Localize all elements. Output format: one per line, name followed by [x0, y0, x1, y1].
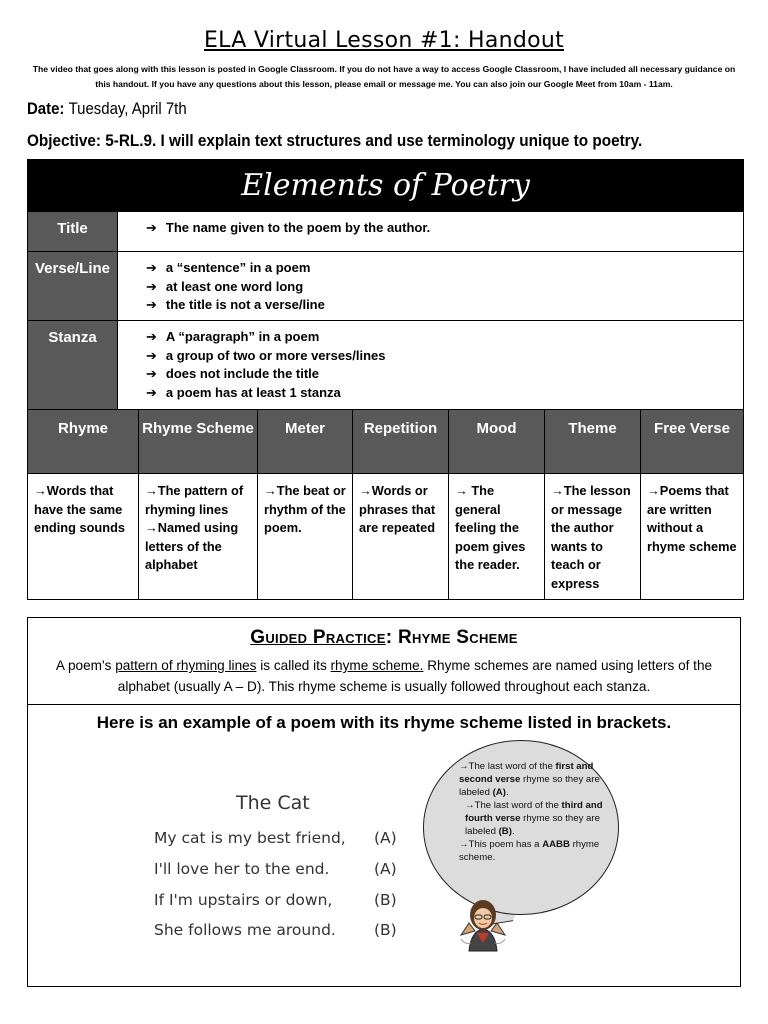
practice-heading-main: Guided Practice: [250, 627, 386, 648]
rhyme-label: (A): [374, 860, 397, 878]
bubble-bold: (B): [498, 826, 512, 837]
desc-underlined: rhyme scheme.: [330, 658, 424, 673]
grid-definition: →The beat or rhythm of the poem.: [258, 474, 353, 599]
term-label: Verse/Line: [28, 252, 118, 321]
practice-heading-rest: : Rhyme Scheme: [385, 627, 518, 648]
bubble-note: [459, 838, 609, 864]
example-intro: Here is an example of a poem with its rhyme scheme listed in brackets.: [96, 713, 672, 732]
grid-definition: →The pattern of rhyming lines →Named using letters of the alphabet: [139, 474, 258, 599]
bubble-text: .: [511, 826, 515, 837]
objective-label: Objective:: [27, 131, 101, 150]
bubble-bold: (A): [492, 787, 506, 798]
page-title: ELA Virtual Lesson #1: Handout: [203, 28, 565, 53]
term-definitions: [146, 259, 325, 315]
poem-line: [154, 829, 397, 847]
bubble-bold: first and second verse: [459, 761, 594, 785]
intro-text: The video that goes along with this lesson is posted in Google Classroom. If you do not have a way to access Google Classroom, I have included all necessary guidance on this handout. If you have any questions about this lesson, please email or message me. You can also join our Google Meet from 10am - 11am.: [32, 64, 736, 89]
desc-underlined: pattern of rhyming lines: [115, 658, 257, 673]
poem-line-text: If I'm upstairs or down,: [154, 891, 333, 909]
definition-item: ➔ a poem has at least 1 stanza: [146, 384, 386, 403]
grid-header: Meter: [258, 409, 353, 474]
term-label: Stanza: [28, 321, 118, 410]
bubble-bold: AABB: [542, 839, 570, 850]
date-value: Tuesday, April 7th: [68, 99, 187, 118]
objective-line: [27, 131, 642, 151]
poem-line: [154, 891, 397, 909]
grid-definition: → The general feeling the poem gives the reader.: [449, 474, 545, 599]
desc-text: A poem's: [55, 658, 116, 673]
speech-bubble-text: [459, 760, 609, 864]
bubble-text: →The last word of the: [459, 761, 556, 772]
elements-of-poetry-table: [27, 159, 744, 600]
bubble-text: rhyme scheme.: [459, 839, 600, 863]
elements-table-title: Elements of Poetry: [28, 160, 743, 211]
teacher-avatar-icon: [455, 893, 511, 953]
definition-item: ➔ A “paragraph” in a poem: [146, 328, 386, 347]
practice-heading: [28, 627, 740, 649]
definition-item: ➔ the title is not a verse/line: [146, 296, 325, 315]
bubble-bold: third and fourth verse: [465, 800, 603, 824]
grid-header: Rhyme Scheme: [139, 409, 258, 474]
definition-item: ➔ a group of two or more verses/lines: [146, 347, 386, 366]
term-label: Title: [28, 212, 118, 252]
bubble-text: →This poem has a: [459, 839, 543, 850]
practice-intro-section: [28, 618, 740, 705]
grid-definition: →The lesson or message the author wants to teach or express: [545, 474, 641, 599]
grid-header: Free Verse: [641, 409, 743, 474]
bubble-text: rhyme so they are labeled: [459, 774, 600, 798]
definition-item: ➔ at least one word long: [146, 278, 325, 297]
poem-line-text: She follows me around.: [154, 921, 336, 939]
definition-item: ➔ does not include the title: [146, 365, 386, 384]
poem-line: [154, 921, 397, 939]
grid-definition: →Words that have the same ending sounds: [28, 474, 139, 599]
poem-line-text: I'll love her to the end.: [154, 860, 330, 878]
term-row-stanza: [28, 320, 743, 410]
bubble-text: →The last word of the: [465, 800, 562, 811]
grid-header: Theme: [545, 409, 641, 474]
date-line: [27, 99, 187, 119]
poem-line: [154, 860, 397, 878]
poem-line-text: My cat is my best friend,: [154, 829, 346, 847]
rhyme-label: (A): [374, 829, 397, 847]
rhyme-label: (B): [374, 921, 397, 939]
desc-text: Rhyme schemes are named using letters of the alphabet (usually A – D). This rhyme scheme is usually followed throughout each stanza.: [117, 658, 713, 694]
term-row-title: [28, 211, 743, 252]
objective-value: 5-RL.9. I will explain text structures and use terminology unique to poetry.: [105, 131, 643, 150]
bubble-text: rhyme so they are labeled: [465, 813, 600, 837]
grid-definition: →Words or phrases that are repeated: [353, 474, 449, 599]
bubble-text: .: [505, 787, 509, 798]
date-label: Date:: [27, 99, 65, 118]
grid-header: Rhyme: [28, 409, 139, 474]
grid-header: Repetition: [353, 409, 449, 474]
grid-definition: →Poems that are written without a rhyme scheme: [647, 483, 737, 554]
bubble-note: [459, 760, 609, 799]
guided-practice-box: [27, 617, 741, 987]
term-definitions: [146, 328, 386, 402]
bubble-note: [459, 799, 609, 838]
desc-text: is called its: [256, 658, 331, 673]
poetry-terms-grid: [28, 409, 743, 599]
grid-header: Mood: [449, 409, 545, 474]
definition-item: ➔ a “sentence” in a poem: [146, 259, 325, 278]
poem-title: The Cat: [236, 792, 310, 814]
definition-item: ➔ The name given to the poem by the author.: [146, 219, 430, 238]
rhyme-label: (B): [374, 891, 397, 909]
practice-description: [38, 655, 730, 697]
term-row-verse-line: [28, 251, 743, 321]
term-definitions: [146, 219, 430, 238]
